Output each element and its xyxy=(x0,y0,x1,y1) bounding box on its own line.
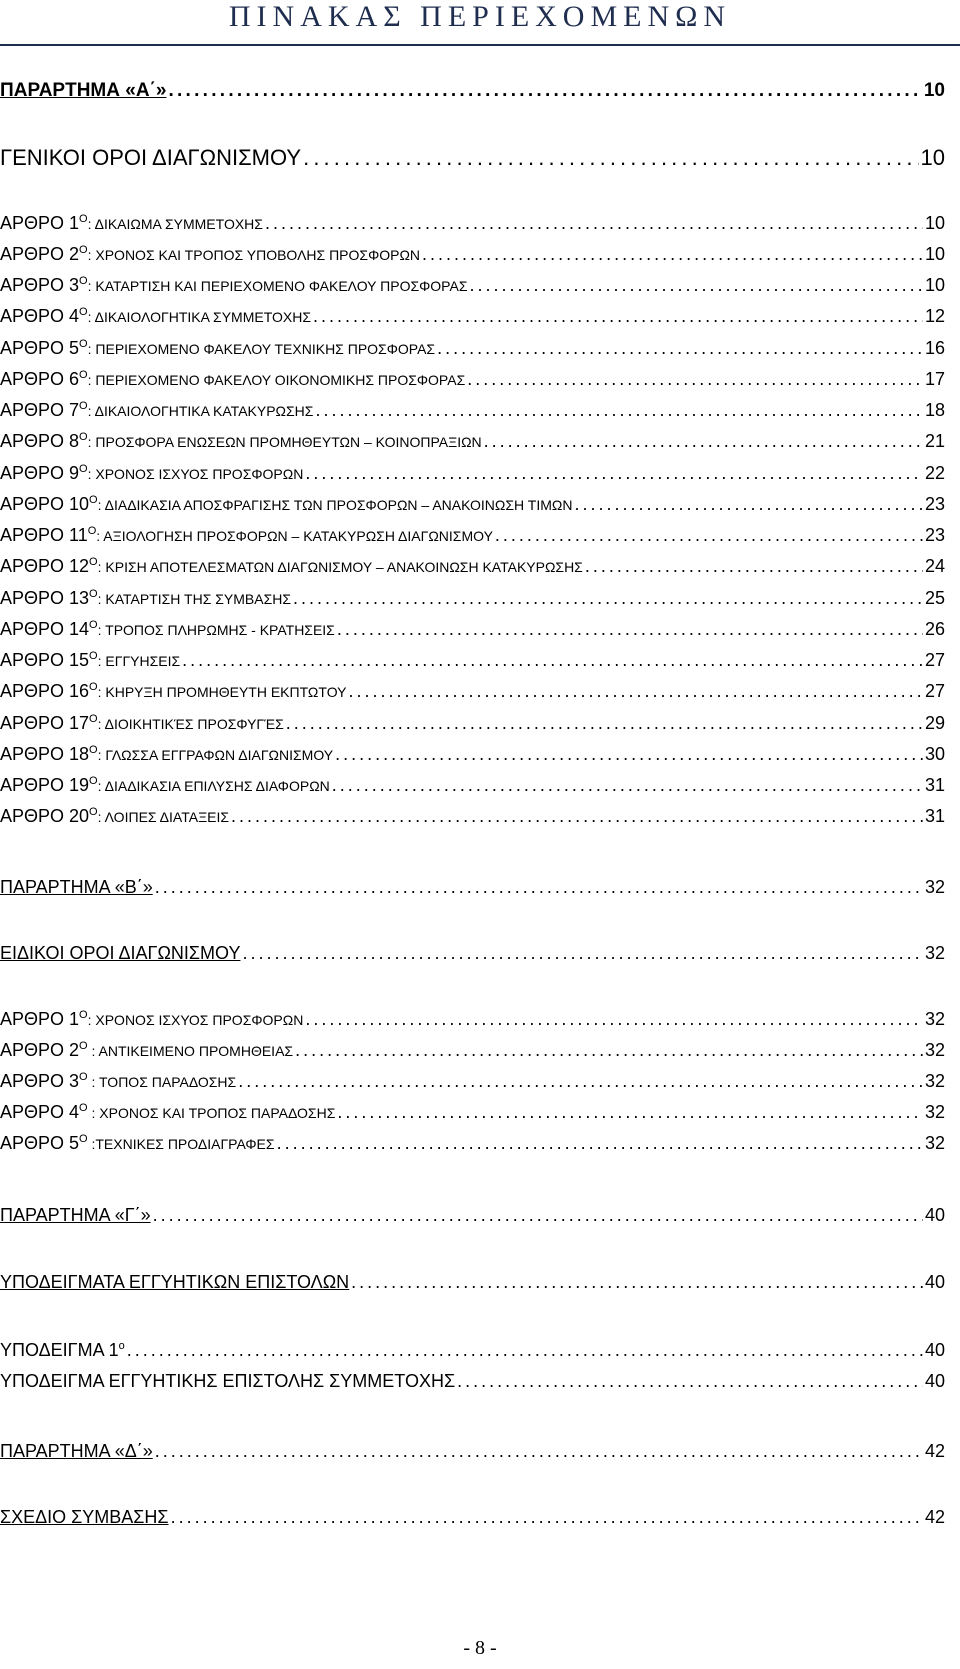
toc-entry-label: : ΠΡΟΣΦΟΡΑ ΕΝΩΣΕΩΝ ΠΡΟΜΗΘΕΥΤΩΝ – ΚΟΙΝΟΠΡΑΞΙΩΝ xyxy=(87,434,482,450)
toc-entry-prefix: ΑΡΘΡΟ 3 xyxy=(0,1071,80,1091)
toc-entry-page: 29 xyxy=(924,713,945,733)
toc-entry-article-20[interactable] xyxy=(0,806,945,827)
toc-entry-ordinal: Ο xyxy=(89,806,98,818)
toc-entry-article-12[interactable] xyxy=(0,556,945,577)
toc-entry-label: : ΚΑΤΑΡΤΙΣΗ ΤΗΣ ΣΥΜΒΑΣΗΣ xyxy=(97,591,292,607)
toc-entry-page: 32 xyxy=(924,943,945,963)
toc-leader-dots xyxy=(585,556,923,577)
toc-entry-page: 10 xyxy=(924,213,945,233)
toc-leader-dots xyxy=(153,1205,923,1226)
toc-leader-dots xyxy=(155,877,923,898)
toc-entry-label: : ΔΙΚΑΙΟΛΟΓΗΤΙΚΑ ΣΥΜΜΕΤΟΧΗΣ xyxy=(87,309,311,325)
toc-entry-prefix: ΑΡΘΡΟ 4 xyxy=(0,306,80,326)
toc-leader-dots xyxy=(348,681,923,702)
toc-entry-page: 18 xyxy=(924,400,945,420)
toc-entry-participation-guarantee[interactable] xyxy=(0,1371,945,1392)
toc-leader-dots xyxy=(293,588,923,609)
toc-entry-ordinal: Ο xyxy=(79,213,88,225)
toc-leader-dots xyxy=(495,525,923,546)
toc-entry-prefix: ΑΡΘΡΟ 18 xyxy=(0,744,90,764)
toc-entry-page: 32 xyxy=(924,1071,945,1091)
toc-entry-page: 12 xyxy=(924,306,945,326)
toc-leader-dots xyxy=(303,145,918,171)
toc-entry-annex-d[interactable] xyxy=(0,1441,945,1462)
toc-entry-prefix: ΑΡΘΡΟ 19 xyxy=(0,775,90,795)
toc-entry-label: : ΧΡΟΝΟΣ ΙΣΧΥΟΣ ΠΡΟΣΦΟΡΩΝ xyxy=(87,466,304,482)
toc-entry-article-14[interactable] xyxy=(0,619,945,640)
toc-entry-annex-a[interactable] xyxy=(0,80,945,102)
toc-leader-dots xyxy=(437,338,923,359)
toc-entry-label: ΕΙΔΙΚΟΙ ΟΡΟΙ ΔΙΑΓΩΝΙΣΜΟΥ xyxy=(0,943,241,963)
toc-entry-page: 30 xyxy=(924,744,945,764)
toc-entry-page: 10 xyxy=(920,145,945,170)
toc-entry-label: : ΧΡΟΝΟΣ ΙΣΧΥΟΣ ΠΡΟΣΦΟΡΩΝ xyxy=(87,1012,304,1028)
toc-entry-page: 32 xyxy=(924,1102,945,1122)
page-number: - 8 - xyxy=(463,1637,497,1659)
toc-entry-prefix: ΑΡΘΡΟ 6 xyxy=(0,369,80,389)
toc-entry-b-article-4[interactable] xyxy=(0,1102,945,1123)
toc-entry-label: : ΚΗΡΥΞΗ ΠΡΟΜΗΘΕΥΤΗ ΕΚΠΤΩΤΟΥ xyxy=(97,684,347,700)
toc-entry-article-7[interactable] xyxy=(0,400,945,421)
toc-entry-page: 42 xyxy=(924,1507,945,1527)
toc-entry-ordinal: Ο xyxy=(89,713,98,725)
toc-entry-article-17[interactable] xyxy=(0,713,945,734)
toc-entry-label: : ΤΡΟΠΟΣ ΠΛΗΡΩΜΗΣ - ΚΡΑΤΗΣΕΙΣ xyxy=(97,622,335,638)
toc-entry-guarantee-templates[interactable] xyxy=(0,1272,945,1293)
toc-entry-label: : ΚΑΤΑΡΤΙΣΗ ΚΑΙ ΠΕΡΙΕΧΟΜΕΝΟ ΦΑΚΕΛΟΥ ΠΡΟΣΦΟΡΑΣ xyxy=(87,278,468,294)
toc-leader-dots xyxy=(469,275,922,296)
toc-entry-prefix: ΑΡΘΡΟ 8 xyxy=(0,431,80,451)
toc-entry-page: 31 xyxy=(924,806,945,826)
toc-entry-prefix: ΑΡΘΡΟ 20 xyxy=(0,806,90,826)
toc-entry-b-article-1[interactable] xyxy=(0,1009,945,1030)
toc-entry-page: 27 xyxy=(924,681,945,701)
toc-entry-prefix: ΑΡΘΡΟ 1 xyxy=(0,213,80,233)
toc-entry-page: 24 xyxy=(924,556,945,576)
toc-entry-label: ΠΑΡΑΡΤΗΜΑ «Α΄» xyxy=(0,80,167,101)
toc-entry-ordinal: Ο xyxy=(89,681,98,693)
toc-entry-prefix: ΥΠΟΔΕΙΓΜΑ 1 xyxy=(0,1340,119,1360)
toc-entry-article-16[interactable] xyxy=(0,681,945,702)
toc-entry-prefix: ΑΡΘΡΟ 2 xyxy=(0,1040,80,1060)
toc-entry-article-15[interactable] xyxy=(0,650,945,671)
toc-leader-dots xyxy=(286,713,923,734)
toc-entry-ordinal: Ο xyxy=(79,463,88,475)
toc-entry-label: : ΔΙΚΑΙΩΜΑ ΣΥΜΜΕΤΟΧΗΣ xyxy=(87,216,263,232)
toc-entry-ordinal: Ο xyxy=(89,744,98,756)
toc-entry-label: : ΑΞΙΟΛΟΓΗΣΗ ΠΡΟΣΦΟΡΩΝ – ΚΑΤΑΚΥΡΩΣΗ ΔΙΑΓΩΝΙΣΜΟΥ xyxy=(96,528,493,544)
toc-entry-label: :ΤΕΧΝΙΚΕΣ ΠΡΟΔΙΑΓΡΑΦΕΣ xyxy=(87,1136,275,1152)
toc-entry-page: 27 xyxy=(924,650,945,670)
toc-entry-annex-b[interactable] xyxy=(0,877,945,898)
toc-entry-prefix: ΑΡΘΡΟ 9 xyxy=(0,463,80,483)
toc-entry-page: 32 xyxy=(924,877,945,897)
toc-entry-ordinal: Ο xyxy=(79,1133,88,1145)
toc-leader-dots xyxy=(457,1371,923,1392)
toc-leader-dots xyxy=(351,1272,923,1293)
toc-entry-page: 10 xyxy=(924,275,945,295)
toc-entry-ordinal: Ο xyxy=(79,275,88,287)
toc-leader-dots xyxy=(484,431,923,452)
toc-entry-page: 25 xyxy=(924,588,945,608)
toc-entry-page: 17 xyxy=(924,369,945,389)
toc-entry-ordinal: Ο xyxy=(89,619,98,631)
toc-entry-article-3[interactable] xyxy=(0,275,945,296)
toc-entry-page: 10 xyxy=(924,244,945,264)
toc-entry-ordinal: Ο xyxy=(79,431,88,443)
toc-entry-b-article-3[interactable] xyxy=(0,1071,945,1092)
toc-leader-dots xyxy=(182,650,923,671)
toc-entry-label: : ΧΡΟΝΟΣ ΚΑΙ ΤΡΟΠΟΣ ΥΠΟΒΟΛΗΣ ΠΡΟΣΦΟΡΩΝ xyxy=(87,247,421,263)
toc-leader-dots xyxy=(315,400,923,421)
toc-entry-general-terms[interactable] xyxy=(0,145,945,171)
toc-entry-ordinal: Ο xyxy=(79,400,88,412)
toc-leader-dots xyxy=(305,463,923,484)
toc-entry-ordinal: Ο xyxy=(79,338,88,350)
toc-entry-page: 40 xyxy=(924,1371,945,1391)
toc-entry-article-5[interactable] xyxy=(0,338,945,359)
toc-leader-dots xyxy=(332,775,923,796)
toc-entry-ordinal: Ο xyxy=(79,369,88,381)
toc-entry-prefix: ΑΡΘΡΟ 11 xyxy=(0,525,88,545)
toc-entry-prefix: ΑΡΘΡΟ 3 xyxy=(0,275,80,295)
toc-entry-label: : ΔΙΑΔΙΚΑΣΙΑ ΑΠΟΣΦΡΑΓΙΣΗΣ ΤΩΝ ΠΡΟΣΦΟΡΩΝ – ΑΝΑΚΟΙΝΩΣΗ ΤΙΜΩΝ xyxy=(97,497,573,513)
title-divider xyxy=(0,44,960,46)
toc-entry-label: ΓΕΝΙΚΟΙ ΟΡΟΙ ΔΙΑΓΩΝΙΣΜΟΥ xyxy=(0,145,302,170)
toc-entry-page: 40 xyxy=(924,1272,945,1292)
toc-entry-prefix: ΑΡΘΡΟ 13 xyxy=(0,588,90,608)
toc-leader-dots xyxy=(337,619,923,640)
toc-entry-ordinal: Ο xyxy=(79,1040,88,1052)
toc-leader-dots xyxy=(171,1507,923,1528)
toc-entry-contract-draft[interactable] xyxy=(0,1507,945,1528)
toc-entry-label: ΥΠΟΔΕΙΓΜΑ ΕΓΓΥΗΤΙΚΗΣ ΕΠΙΣΤΟΛΗΣ ΣΥΜΜΕΤΟΧΗΣ xyxy=(0,1371,456,1391)
toc-entry-ordinal: Ο xyxy=(89,775,98,787)
toc-leader-dots xyxy=(168,80,921,102)
toc-leader-dots xyxy=(265,213,923,234)
toc-entry-ordinal: Ο xyxy=(89,650,98,662)
toc-entry-b-article-2[interactable] xyxy=(0,1040,945,1061)
toc-entry-page: 16 xyxy=(924,338,945,358)
toc-leader-dots xyxy=(231,806,923,827)
toc-entry-article-9[interactable] xyxy=(0,463,945,484)
toc-entry-prefix: ΑΡΘΡΟ 1 xyxy=(0,1009,80,1029)
toc-entry-label: ΠΑΡΑΡΤΗΜΑ «Γ΄» xyxy=(0,1205,151,1225)
toc-entry-prefix: ΑΡΘΡΟ 5 xyxy=(0,1133,80,1153)
page-title: ΠΙΝΑΚΑΣ ΠΕΡΙΕΧΟΜΕΝΩΝ xyxy=(228,0,732,33)
toc-entry-label: : ΧΡΟΝΟΣ ΚΑΙ ΤΡΟΠΟΣ ΠΑΡΑΔΟΣΗΣ xyxy=(87,1105,336,1121)
toc-entry-page: 22 xyxy=(924,463,945,483)
toc-entry-page: 10 xyxy=(923,80,945,101)
toc-leader-dots xyxy=(277,1133,923,1154)
toc-entry-page: 32 xyxy=(924,1040,945,1060)
toc-entry-template-1[interactable] xyxy=(0,1340,945,1361)
toc-entry-article-10[interactable] xyxy=(0,494,945,515)
toc-leader-dots xyxy=(305,1009,923,1030)
toc-entry-prefix: ΑΡΘΡΟ 17 xyxy=(0,713,90,733)
toc-leader-dots xyxy=(127,1340,923,1361)
toc-entry-prefix: ΑΡΘΡΟ 5 xyxy=(0,338,80,358)
toc-entry-label: ΠΑΡΑΡΤΗΜΑ «Β΄» xyxy=(0,877,153,897)
toc-entry-ordinal: Ο xyxy=(87,525,97,537)
toc-entry-prefix: ΑΡΘΡΟ 15 xyxy=(0,650,90,670)
toc-entry-label: : ΑΝΤΙΚΕΙΜΕΝΟ ΠΡΟΜΗΘΕΙΑΣ xyxy=(87,1043,294,1059)
toc-entry-label: : ΛΟΙΠΕΣ ΔΙΑΤΑΞΕΙΣ xyxy=(97,809,230,825)
toc-entry-label: : ΔΙΑΔΙΚΑΣΙΑ ΕΠΙΛΥΣΗΣ ΔΙΑΦΟΡΩΝ xyxy=(97,778,330,794)
toc-entry-annex-c[interactable] xyxy=(0,1205,945,1226)
toc-entry-article-19[interactable] xyxy=(0,775,945,796)
toc-entry-ordinal: Ο xyxy=(79,306,88,318)
toc-entry-label: : ΓΛΩΣΣΑ ΕΓΓΡΑΦΩΝ ΔΙΑΓΩΝΙΣΜΟΥ xyxy=(97,747,334,763)
toc-entry-label: : ΔΙΚΑΙΟΛΟΓΗΤΙΚΑ ΚΑΤΑΚΥΡΩΣΗΣ xyxy=(87,403,314,419)
toc-leader-dots xyxy=(313,306,923,327)
toc-entry-article-6[interactable] xyxy=(0,369,945,390)
toc-entry-page: 42 xyxy=(924,1441,945,1461)
toc-entry-prefix: ΑΡΘΡΟ 7 xyxy=(0,400,80,420)
toc-leader-dots xyxy=(238,1071,923,1092)
toc-leader-dots xyxy=(335,744,923,765)
toc-entry-label: ΣΧΕΔΙΟ ΣΥΜΒΑΣΗΣ xyxy=(0,1507,169,1527)
toc-leader-dots xyxy=(155,1441,923,1462)
toc-entry-page: 32 xyxy=(924,1133,945,1153)
toc-entry-article-2[interactable] xyxy=(0,244,945,265)
toc-entry-prefix: ΑΡΘΡΟ 12 xyxy=(0,556,90,576)
toc-entry-ordinal: Ο xyxy=(79,244,88,256)
toc-entry-label: : ΔΙΟΙΚΗΤΙΚΈΣ ΠΡΟΣΦΥΓΈΣ xyxy=(97,716,284,732)
toc-entry-label: : ΕΓΓΥΗΣΕΙΣ xyxy=(97,653,181,669)
toc-entry-ordinal: Ο xyxy=(89,588,98,600)
toc-entry-ordinal: Ο xyxy=(79,1009,88,1021)
toc-entry-ordinal: Ο xyxy=(89,494,98,506)
toc-entry-prefix: ΑΡΘΡΟ 10 xyxy=(0,494,90,514)
toc-entry-page: 40 xyxy=(924,1205,945,1225)
toc-entry-article-4[interactable] xyxy=(0,306,945,327)
toc-entry-ordinal: Ο xyxy=(79,1102,88,1114)
toc-entry-prefix: ΑΡΘΡΟ 16 xyxy=(0,681,90,701)
toc-entry-article-8[interactable] xyxy=(0,431,945,452)
toc-entry-label: ΠΑΡΑΡΤΗΜΑ «Δ΄» xyxy=(0,1441,153,1461)
toc-entry-page: 23 xyxy=(924,494,945,514)
toc-entry-ordinal: Ο xyxy=(79,1071,88,1083)
toc-entry-prefix: ΑΡΘΡΟ 4 xyxy=(0,1102,80,1122)
toc-entry-page: 26 xyxy=(924,619,945,639)
toc-entry-label: : ΚΡΙΣΗ ΑΠΟΤΕΛΕΣΜΑΤΩΝ ΔΙΑΓΩΝΙΣΜΟΥ – ΑΝΑΚΟΙΝΩΣΗ ΚΑΤΑΚΥΡΩΣΗΣ xyxy=(97,559,583,575)
toc-entry-prefix: ΑΡΘΡΟ 14 xyxy=(0,619,90,639)
toc-entry-page: 23 xyxy=(924,525,945,545)
toc-entry-page: 31 xyxy=(924,775,945,795)
toc-leader-dots xyxy=(337,1102,923,1123)
toc-leader-dots xyxy=(422,244,923,265)
toc-entry-label: : ΠΕΡΙΕΧΟΜΕΝΟ ΦΑΚΕΛΟΥ ΟΙΚΟΝΟΜΙΚΗΣ ΠΡΟΣΦΟΡΑΣ xyxy=(87,372,466,388)
toc-entry-ordinal: ο xyxy=(118,1340,125,1352)
toc-entry-article-13[interactable] xyxy=(0,588,945,609)
toc-entry-label: ΥΠΟΔΕΙΓΜΑΤΑ ΕΓΓΥΗΤΙΚΩΝ ΕΠΙΣΤΟΛΩΝ xyxy=(0,1272,350,1292)
toc-leader-dots xyxy=(295,1040,923,1061)
toc-entry-prefix: ΑΡΘΡΟ 2 xyxy=(0,244,80,264)
toc-entry-article-1[interactable] xyxy=(0,213,945,234)
toc-leader-dots xyxy=(574,494,923,515)
toc-entry-page: 21 xyxy=(924,431,945,451)
toc-leader-dots xyxy=(467,369,923,390)
toc-entry-ordinal: Ο xyxy=(89,556,98,568)
toc-entry-special-terms[interactable] xyxy=(0,943,945,964)
toc-entry-label: : ΠΕΡΙΕΧΟΜΕΝΟ ΦΑΚΕΛΟΥ ΤΕΧΝΙΚΗΣ ΠΡΟΣΦΟΡΑΣ xyxy=(87,341,436,357)
toc-entry-label: : ΤΟΠΟΣ ΠΑΡΑΔΟΣΗΣ xyxy=(87,1074,237,1090)
toc-entry-b-article-5[interactable] xyxy=(0,1133,945,1154)
toc-entry-article-11[interactable] xyxy=(0,525,945,546)
toc-entry-page: 40 xyxy=(924,1340,945,1360)
toc-entry-page: 32 xyxy=(924,1009,945,1029)
toc-leader-dots xyxy=(242,943,923,964)
toc-entry-article-18[interactable] xyxy=(0,744,945,765)
